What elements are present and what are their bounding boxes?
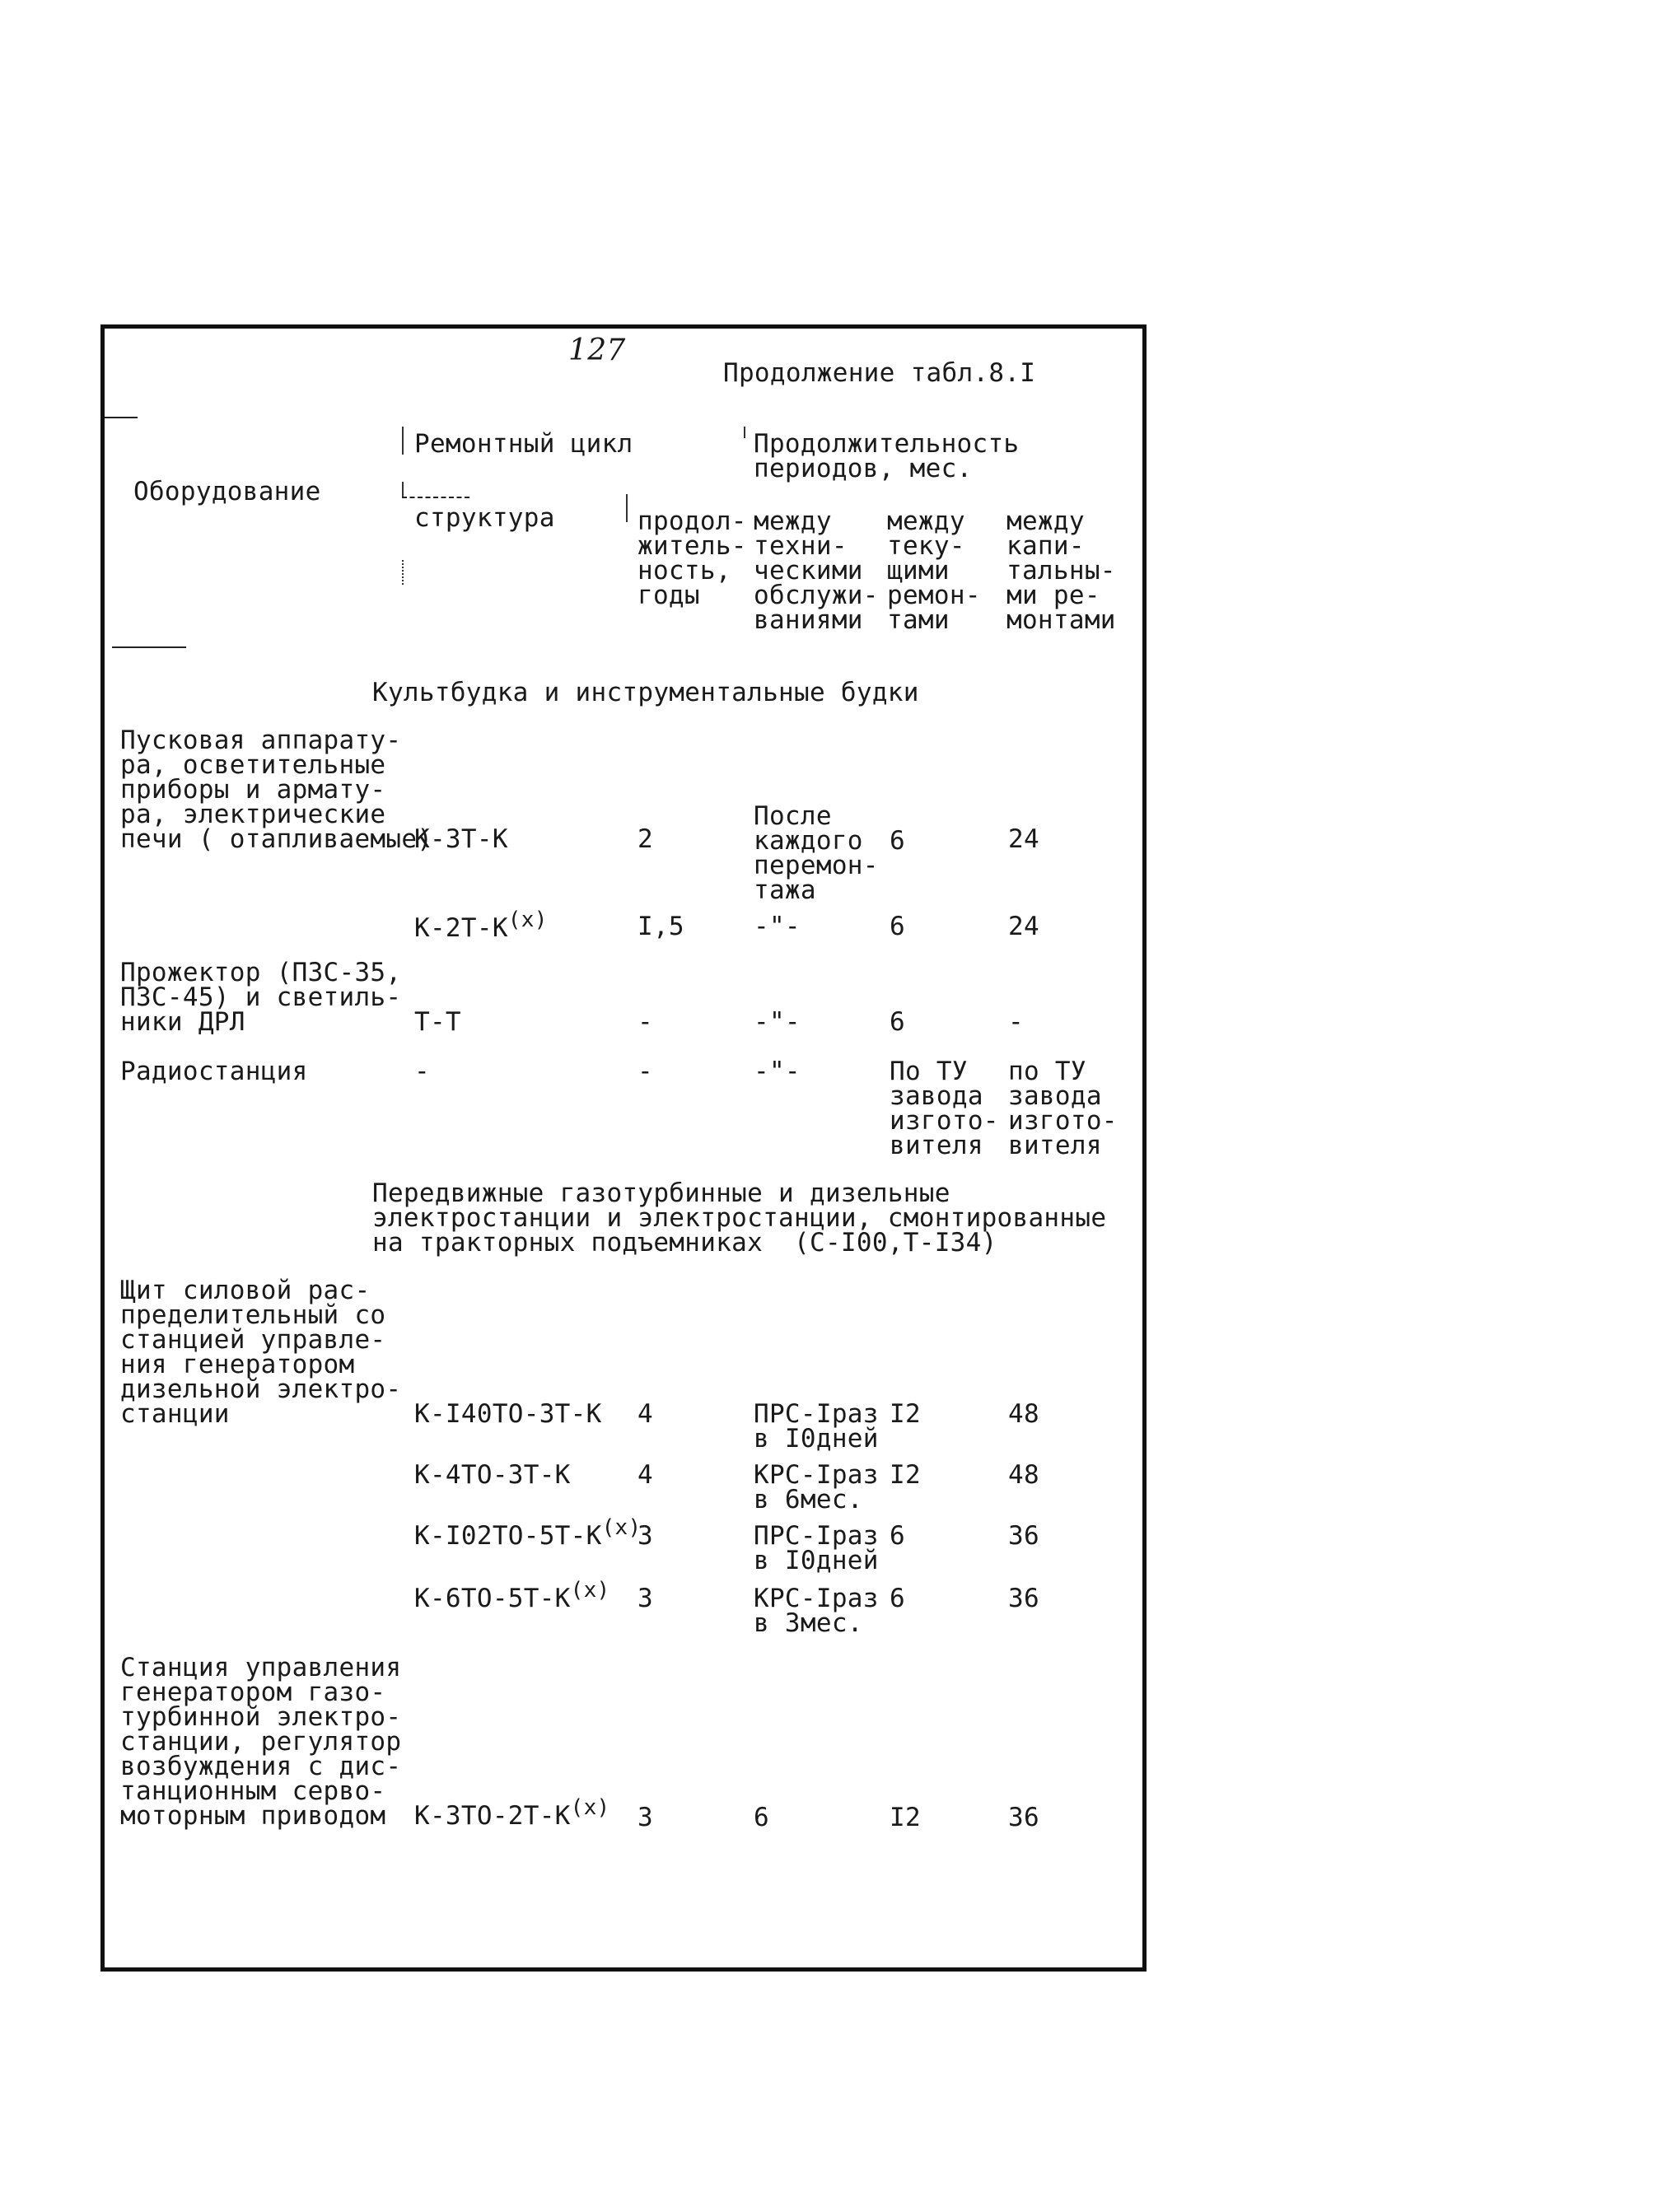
row-maintenance: -"- [754,1057,801,1086]
row-maintenance: -"- [754,1007,801,1037]
header-durations-line-2: периодов, мес. [754,454,973,483]
row-years: 4 [638,1460,653,1490]
row-equipment: Радиостанция [120,1057,308,1086]
header-rule-cycle [402,497,469,498]
row-years: 3 [638,1584,653,1613]
row-capital: 24 [1008,912,1039,941]
row-capital: 48 [1008,1460,1039,1490]
row-current: I2 [890,1460,921,1490]
row-years: I,5 [638,912,684,941]
section-title: Культбудка и инструментальные будки [372,678,919,707]
header-durations-line-1: Продолжительность [754,429,1020,459]
header-tick-cycle-lower [402,482,404,497]
row-capital: 36 [1008,1584,1039,1613]
row-current: 6 [890,1007,905,1037]
row-structure: $К-2Т-К^{(х)}$ [414,908,548,943]
row-years: 3 [638,1521,653,1551]
row-maintenance: -"- [754,912,801,941]
header-tick-cycle [402,427,404,455]
row-current: 6 [890,826,905,856]
table-continuation-label: Продолжение табл.8.I [723,358,1036,388]
row-current: I2 [890,1399,921,1429]
row-structure: Т-Т [414,1007,461,1037]
row-years: 2 [638,824,653,854]
row-structure: К-I40ТО-3Т-К [414,1399,602,1429]
row-maintenance: 6 [754,1803,769,1832]
header-equipment: Оборудование [133,477,321,506]
header-tick-years [626,494,628,522]
row-structure: - [414,1057,430,1086]
row-capital: 24 [1008,824,1039,854]
row-current: 6 [890,1521,905,1551]
row-structure: $К-3ТО-2Т-К^{(х)}$ [414,1795,610,1831]
row-structure: $К-6ТО-5Т-К^{(х)}$ [414,1578,610,1613]
row-years: 4 [638,1399,653,1429]
row-current: 6 [890,912,905,941]
header-structure: структура [414,503,555,533]
row-structure: К-3Т-К [414,824,508,854]
header-repair-cycle: Ремонтный цикл [414,429,633,459]
row-structure: К-4ТО-3Т-К [414,1460,571,1490]
header-tick-durations [744,427,745,438]
header-tick-structure [402,560,404,585]
page-number: 127 [568,334,626,367]
row-years: - [638,1057,653,1086]
row-structure: $К-I02ТО-5Т-К^{(х)}$ [414,1515,642,1551]
row-capital: 36 [1008,1803,1039,1832]
row-years: - [638,1007,653,1037]
row-capital: 36 [1008,1521,1039,1551]
header-rule-bottom [112,646,186,648]
row-capital: 48 [1008,1399,1039,1429]
row-current: 6 [890,1584,905,1613]
row-current: I2 [890,1803,921,1832]
row-capital: - [1008,1007,1024,1037]
header-rule-top [105,417,138,418]
row-years: 3 [638,1803,653,1832]
